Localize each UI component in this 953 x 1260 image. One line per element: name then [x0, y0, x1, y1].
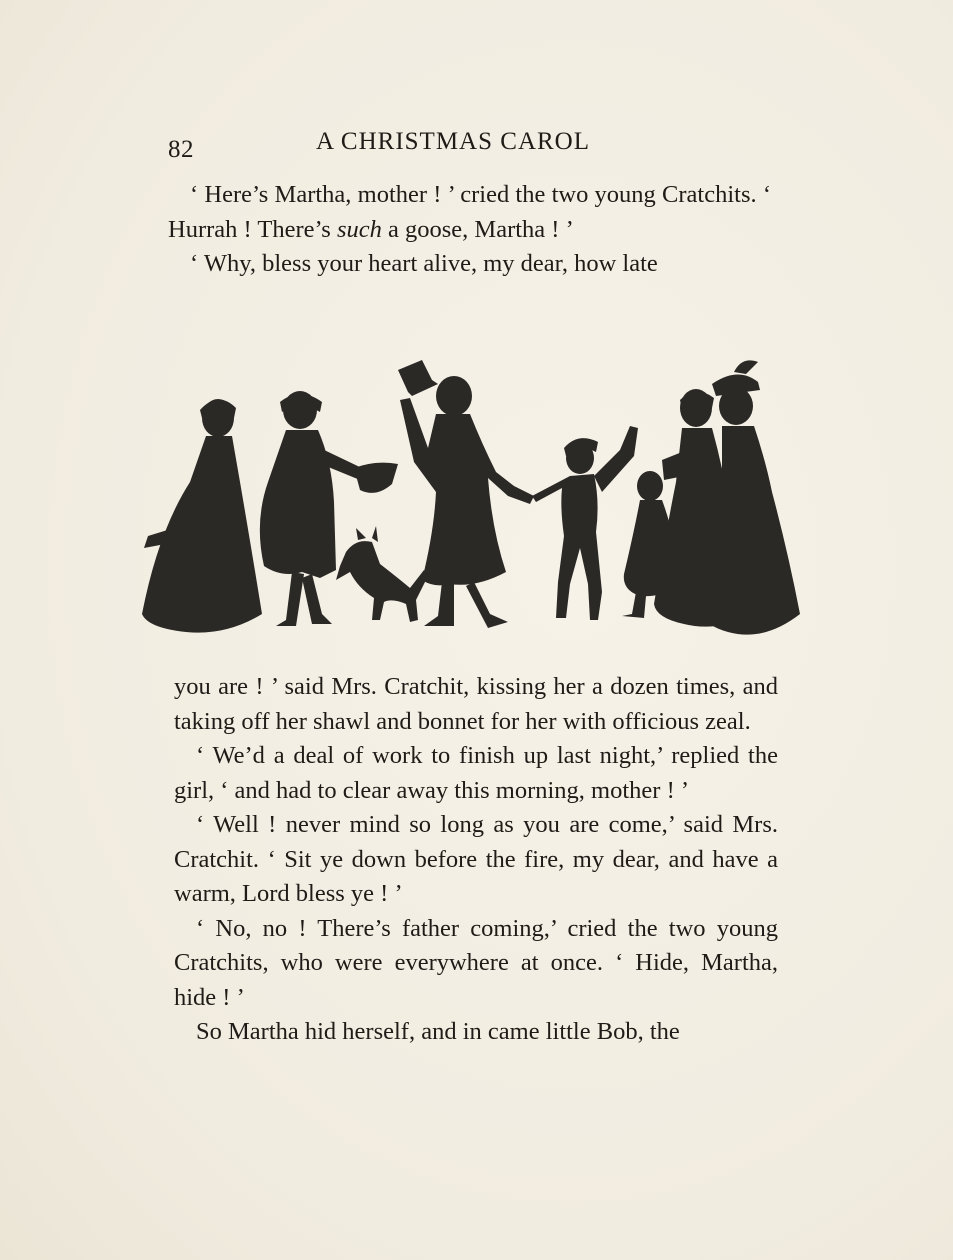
paragraph-3: you are ! ’ said Mrs. Cratchit, kissing her a dozen times, and taking off her shawl and bonnet for her with officious zeal.	[174, 673, 778, 735]
paragraph-2: ‘ Why, bless your heart alive, my dear, how late	[190, 250, 658, 277]
text-block-top	[168, 178, 771, 282]
text-block-bottom	[174, 670, 778, 1050]
paragraph-7: So Martha hid herself, and in came little Bob, the	[196, 1018, 680, 1045]
paragraph-4: ‘ We’d a deal of work to finish up last night,’ replied the girl, ‘ and had to clear away this morning, mother ! ’	[174, 742, 778, 804]
page-number: 82	[168, 136, 194, 163]
running-title: A CHRISTMAS CAROL	[316, 128, 590, 155]
silhouette-illustration	[136, 352, 804, 642]
p1-text-end: a goose, Martha ! ’	[381, 215, 574, 243]
paragraph-5: ‘ Well ! never mind so long as you are come,’ said Mrs. Cratchit. ‘ Sit ye down before the fire, my dear, and have a warm, Lord bless ye ! ’	[174, 811, 778, 907]
paragraph-6: ‘ No, no ! There’s father coming,’ cried the two young Cratchits, who were everywhere at once. ‘ Hide, Martha, hide ! ’	[174, 914, 778, 1011]
p1-emphasis: such	[336, 215, 382, 243]
silhouette-icon	[136, 352, 804, 642]
paragraph-1	[168, 178, 771, 247]
p1-text-start: ‘ Here’s Martha, mother ! ’ cried the two young Cratchits. ‘ Hurrah ! There’s	[168, 181, 771, 243]
